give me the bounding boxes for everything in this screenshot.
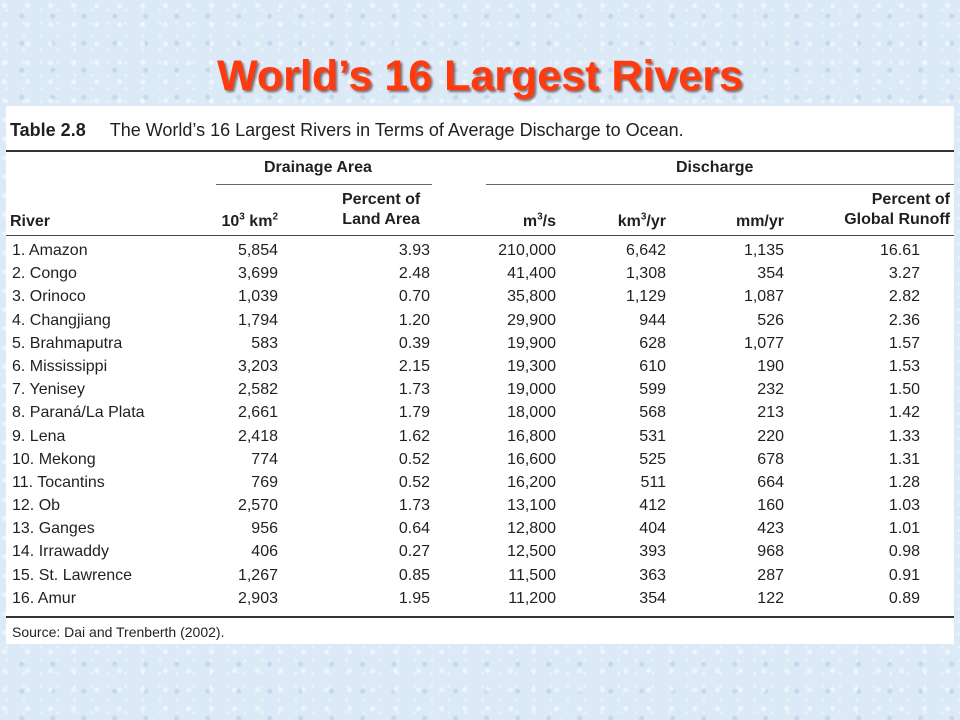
land-area-percent-cell: 0.64 — [398, 520, 430, 538]
discharge-m3s-cell: 35,800 — [507, 288, 556, 306]
discharge-mmyr-cell: 1,135 — [743, 242, 784, 259]
discharge-km3yr-cell: 354 — [639, 589, 666, 607]
source-note: Source: Dai and Trenberth (2002). — [12, 624, 225, 640]
global-runoff-percent-cell: 1.53 — [888, 357, 920, 375]
slide-title: World’s 16 Largest Rivers — [217, 52, 743, 100]
drainage-area-cell: 3,203 — [237, 357, 278, 375]
land-area-percent-cell: 1.20 — [398, 311, 430, 329]
discharge-km3yr-cell: 531 — [639, 427, 666, 445]
river-name-cell: 1. Amazon — [12, 242, 88, 259]
discharge-mmyr-cell: 122 — [757, 589, 784, 607]
river-name-cell: 4. Changjiang — [12, 311, 111, 329]
discharge-km3yr-cell: 404 — [639, 520, 666, 538]
global-runoff-percent-cell: 1.33 — [888, 427, 920, 445]
land-area-percent-cell: 2.15 — [398, 357, 430, 375]
discharge-mmyr-cell: 354 — [757, 265, 784, 283]
table-row — [6, 587, 954, 610]
table-row — [6, 285, 954, 308]
global-runoff-percent-cell: 2.36 — [888, 311, 920, 329]
table-row — [6, 540, 954, 563]
global-runoff-percent-cell: 1.01 — [888, 520, 920, 538]
discharge-mmyr-cell: 190 — [757, 357, 784, 375]
table-row — [6, 355, 954, 378]
table-row — [6, 425, 954, 448]
discharge-km3yr-cell: 525 — [639, 450, 666, 468]
discharge-mmyr-cell: 968 — [757, 543, 784, 561]
drainage-area-cell: 1,267 — [237, 566, 278, 584]
col-header-global-pct: Percent of Global Runoff — [844, 191, 950, 228]
discharge-m3s-cell: 16,600 — [507, 450, 556, 468]
group-header-drainage-area: Drainage Area — [264, 159, 372, 176]
land-area-percent-cell: 1.62 — [398, 427, 430, 445]
river-name-cell: 7. Yenisey — [12, 381, 85, 399]
discharge-mmyr-cell: 423 — [757, 520, 784, 538]
global-runoff-percent-cell: 1.31 — [888, 450, 920, 468]
global-runoff-percent-cell: 1.28 — [888, 473, 920, 491]
discharge-km3yr-cell: 1,129 — [625, 288, 666, 306]
land-area-percent-cell: 0.39 — [398, 334, 430, 352]
discharge-m3s-cell: 19,000 — [507, 381, 556, 399]
discharge-mmyr-cell: 287 — [757, 566, 784, 584]
drainage-area-cell: 956 — [251, 520, 278, 538]
discharge-mmyr-cell: 526 — [757, 311, 784, 329]
drainage-area-cell: 2,582 — [237, 381, 278, 399]
discharge-km3yr-cell: 599 — [639, 381, 666, 399]
discharge-mmyr-cell: 664 — [757, 473, 784, 491]
river-name-cell: 5. Brahmaputra — [12, 334, 123, 352]
drainage-area-cell: 2,903 — [237, 589, 278, 607]
table-row — [6, 494, 954, 517]
table-row — [6, 332, 954, 355]
global-runoff-percent-cell: 1.50 — [888, 381, 920, 399]
river-name-cell: 6. Mississippi — [12, 357, 108, 375]
header-rule — [6, 235, 954, 236]
col-header-m3s: $m^3/s$ — [522, 211, 556, 230]
col-header-mmyr: mm/yr — [735, 213, 784, 230]
table-row — [6, 448, 954, 471]
discharge-m3s-cell: 13,100 — [507, 497, 556, 515]
global-runoff-percent-cell: 16.61 — [879, 242, 920, 259]
river-name-cell: 11. Tocantins — [12, 473, 105, 491]
col-header-area: $10^3$ $km^2$ — [221, 211, 278, 230]
land-area-percent-cell: 0.70 — [398, 288, 430, 306]
drainage-area-cell: 5,854 — [237, 242, 278, 259]
drainage-area-cell: 406 — [251, 543, 278, 561]
river-name-cell: 15. St. Lawrence — [12, 566, 133, 584]
discharge-km3yr-cell: 412 — [639, 497, 666, 515]
river-name-cell: 16. Amur — [12, 589, 77, 607]
discharge-mmyr-cell: 678 — [757, 450, 784, 468]
discharge-m3s-cell: 12,800 — [507, 520, 556, 538]
discharge-m3s-cell: 210,000 — [498, 242, 556, 259]
drainage-area-cell: 769 — [251, 473, 278, 491]
table-row — [6, 378, 954, 401]
table-body — [6, 239, 954, 610]
drainage-area-cell: 2,570 — [237, 497, 278, 515]
land-area-percent-cell: 0.85 — [398, 566, 430, 584]
river-name-cell: 8. Paraná/La Plata — [12, 404, 145, 422]
table-row — [6, 517, 954, 540]
global-runoff-percent-cell: 0.98 — [888, 543, 920, 561]
table-image — [6, 106, 954, 644]
discharge-km3yr-cell: 6,642 — [625, 242, 666, 259]
discharge-rule — [486, 184, 954, 185]
bottom-rule — [6, 616, 954, 618]
global-runoff-percent-cell: 1.03 — [888, 497, 920, 515]
global-runoff-percent-cell: 2.82 — [888, 288, 920, 306]
group-header-discharge: Discharge — [676, 159, 754, 176]
land-area-percent-cell: 3.93 — [398, 242, 430, 259]
land-area-percent-cell: 1.73 — [398, 381, 430, 399]
discharge-m3s-cell: 41,400 — [507, 265, 556, 283]
table-caption-text: The World’s 16 Largest Rivers in Terms of Average Discharge to Ocean. — [109, 120, 684, 140]
discharge-m3s-cell: 18,000 — [507, 404, 556, 422]
drainage-area-cell: 2,418 — [237, 427, 278, 445]
table-row — [6, 239, 954, 262]
discharge-km3yr-cell: 944 — [639, 311, 666, 329]
global-runoff-percent-cell: 1.42 — [888, 404, 920, 422]
col-header-land-pct: Percent of Land Area — [342, 191, 421, 228]
discharge-m3s-cell: 12,500 — [507, 543, 556, 561]
global-runoff-percent-cell: 0.89 — [888, 589, 920, 607]
land-area-percent-cell: 1.73 — [398, 497, 430, 515]
discharge-m3s-cell: 19,900 — [507, 334, 556, 352]
table-row — [6, 471, 954, 494]
discharge-mmyr-cell: 160 — [757, 497, 784, 515]
drainage-area-rule — [216, 184, 432, 185]
land-area-percent-cell: 0.52 — [398, 473, 430, 491]
river-name-cell: 3. Orinoco — [12, 288, 86, 306]
discharge-m3s-cell: 11,500 — [508, 566, 556, 584]
discharge-km3yr-cell: 1,308 — [625, 265, 666, 283]
land-area-percent-cell: 1.95 — [398, 589, 430, 607]
discharge-m3s-cell: 11,200 — [508, 589, 556, 607]
global-runoff-percent-cell: 0.91 — [888, 566, 920, 584]
table-caption — [10, 120, 684, 141]
discharge-m3s-cell: 16,200 — [507, 473, 556, 491]
table-row — [6, 262, 954, 285]
drainage-area-cell: 583 — [251, 334, 278, 352]
river-name-cell: 10. Mekong — [12, 450, 96, 468]
col-header-river: River — [10, 213, 51, 230]
top-rule — [6, 150, 954, 152]
drainage-area-cell: 1,039 — [237, 288, 278, 306]
discharge-km3yr-cell: 628 — [639, 334, 666, 352]
river-name-cell: 9. Lena — [12, 427, 66, 445]
global-runoff-percent-cell: 1.57 — [888, 334, 920, 352]
land-area-percent-cell: 2.48 — [398, 265, 430, 283]
drainage-area-cell: 1,794 — [237, 311, 278, 329]
discharge-m3s-cell: 16,800 — [507, 427, 556, 445]
discharge-mmyr-cell: 232 — [757, 381, 784, 399]
discharge-mmyr-cell: 220 — [757, 427, 784, 445]
discharge-km3yr-cell: 393 — [639, 543, 666, 561]
land-area-percent-cell: 0.52 — [398, 450, 430, 468]
table-row — [6, 401, 954, 424]
discharge-mmyr-cell: 1,087 — [743, 288, 784, 306]
discharge-km3yr-cell: 363 — [639, 566, 666, 584]
discharge-m3s-cell: 19,300 — [507, 357, 556, 375]
land-area-percent-cell: 1.79 — [398, 404, 430, 422]
col-header-km3yr: $km^3/yr$ — [617, 211, 666, 230]
table-row — [6, 564, 954, 587]
discharge-km3yr-cell: 610 — [639, 357, 666, 375]
table-number: Table 2.8 — [10, 120, 86, 140]
discharge-m3s-cell: 29,900 — [507, 311, 556, 329]
discharge-mmyr-cell: 213 — [757, 404, 784, 422]
table-row — [6, 309, 954, 332]
river-name-cell: 2. Congo — [12, 265, 77, 283]
drainage-area-cell: 3,699 — [237, 265, 278, 283]
river-name-cell: 12. Ob — [12, 497, 61, 515]
global-runoff-percent-cell: 3.27 — [888, 265, 920, 283]
discharge-km3yr-cell: 511 — [640, 473, 666, 491]
land-area-percent-cell: 0.27 — [398, 543, 430, 561]
discharge-mmyr-cell: 1,077 — [743, 334, 784, 352]
drainage-area-cell: 774 — [251, 450, 278, 468]
river-name-cell: 14. Irrawaddy — [12, 543, 109, 561]
discharge-km3yr-cell: 568 — [639, 404, 666, 422]
river-name-cell: 13. Ganges — [12, 520, 95, 538]
drainage-area-cell: 2,661 — [237, 404, 278, 422]
